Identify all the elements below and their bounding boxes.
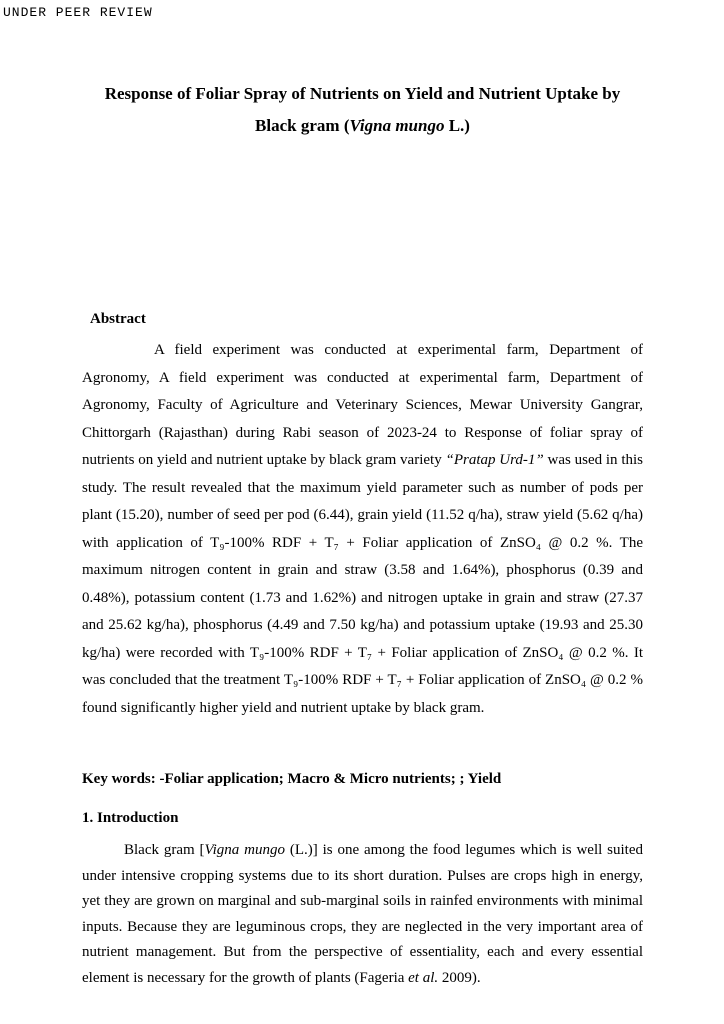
intro-etal-italic: et al. — [408, 969, 439, 986]
page-content — [82, 78, 643, 991]
introduction-heading: 1. Introduction — [82, 810, 179, 826]
abstract-text-post: was used in this study. The result revealed that the maximum yield parameter such as number of pods per plant (15.20), number of seed per pod (6.44), grain yield (11.52 q/ha), straw yield (5.62 q/ha) with application of T₉-100% RDF + T₇ + Foliar application of ZnSO₄ @ 0.2 %. The maximum nitrogen content in grain and straw (3.58 and 1.64%), phosphorus (0.39 and 0.48%), potassium content (1.73 and 1.62%) and nitrogen uptake in grain and straw (27.37 and 25.62 kg/ha), phosphorus (4.49 and 7.50 kg/ha) and potassium uptake (19.93 and 25.30 kg/ha) were recorded with T₉-100% RDF + T₇ + Foliar application of ZnSO₄ @ 0.2 %. It was concluded that the treatment T₉-100% RDF + T₇ + Foliar application of ZnSO₄ @ 0.2 % found significantly higher yield and nutrient uptake by black gram. — [82, 452, 643, 716]
paper-title-line2 — [255, 116, 470, 135]
paper-title-line2-pre: Black gram ( — [255, 116, 350, 135]
abstract-text-pre: A field experiment was conducted at experimental farm, Department of Agronomy, A field experiment was conducted at experimental farm, Department of Agronomy, Faculty of Agriculture and Veterinary Sciences, Mewar University Gangrar, Chittorgarh (Rajasthan) during Rabi season of 2023-24 to Response of foliar spray of nutrients on yield and nutrient uptake by black gram variety — [82, 342, 643, 468]
introduction-paragraph — [82, 838, 643, 991]
keywords-line: Key words: -Foliar application; Macro & Micro nutrients; ; Yield — [82, 771, 502, 787]
paper-title-line1: Response of Foliar Spray of Nutrients on Yield and Nutrient Uptake by — [104, 84, 621, 103]
intro-text-pre: Black gram [ — [124, 842, 205, 858]
paper-title — [82, 78, 643, 142]
variety-name-italic: “Pratap Urd-1” — [445, 452, 544, 468]
species-name-italic: Vigna mungo — [349, 116, 445, 135]
abstract-heading: Abstract — [90, 311, 146, 327]
paper-title-line2-post: L.) — [444, 116, 470, 135]
intro-text-mid: (L.)] is one among the food legumes which is well suited under intensive cropping systems due to its short duration. Pulses are crops high in energy, yet they are grown on marginal and sub-marginal soils in rainfed environments with minimal inputs. Because they are leguminous crops, they are neglected in the very important area of nutrient management. But from the perspective of essentiality, each and every essential element is necessary for the growth of plants (Fageria — [82, 842, 643, 986]
peer-review-watermark: UNDER PEER REVIEW — [3, 5, 153, 20]
abstract-paragraph — [82, 337, 643, 722]
intro-text-post: 2009). — [438, 969, 481, 986]
intro-species-italic: Vigna mungo — [204, 842, 285, 858]
